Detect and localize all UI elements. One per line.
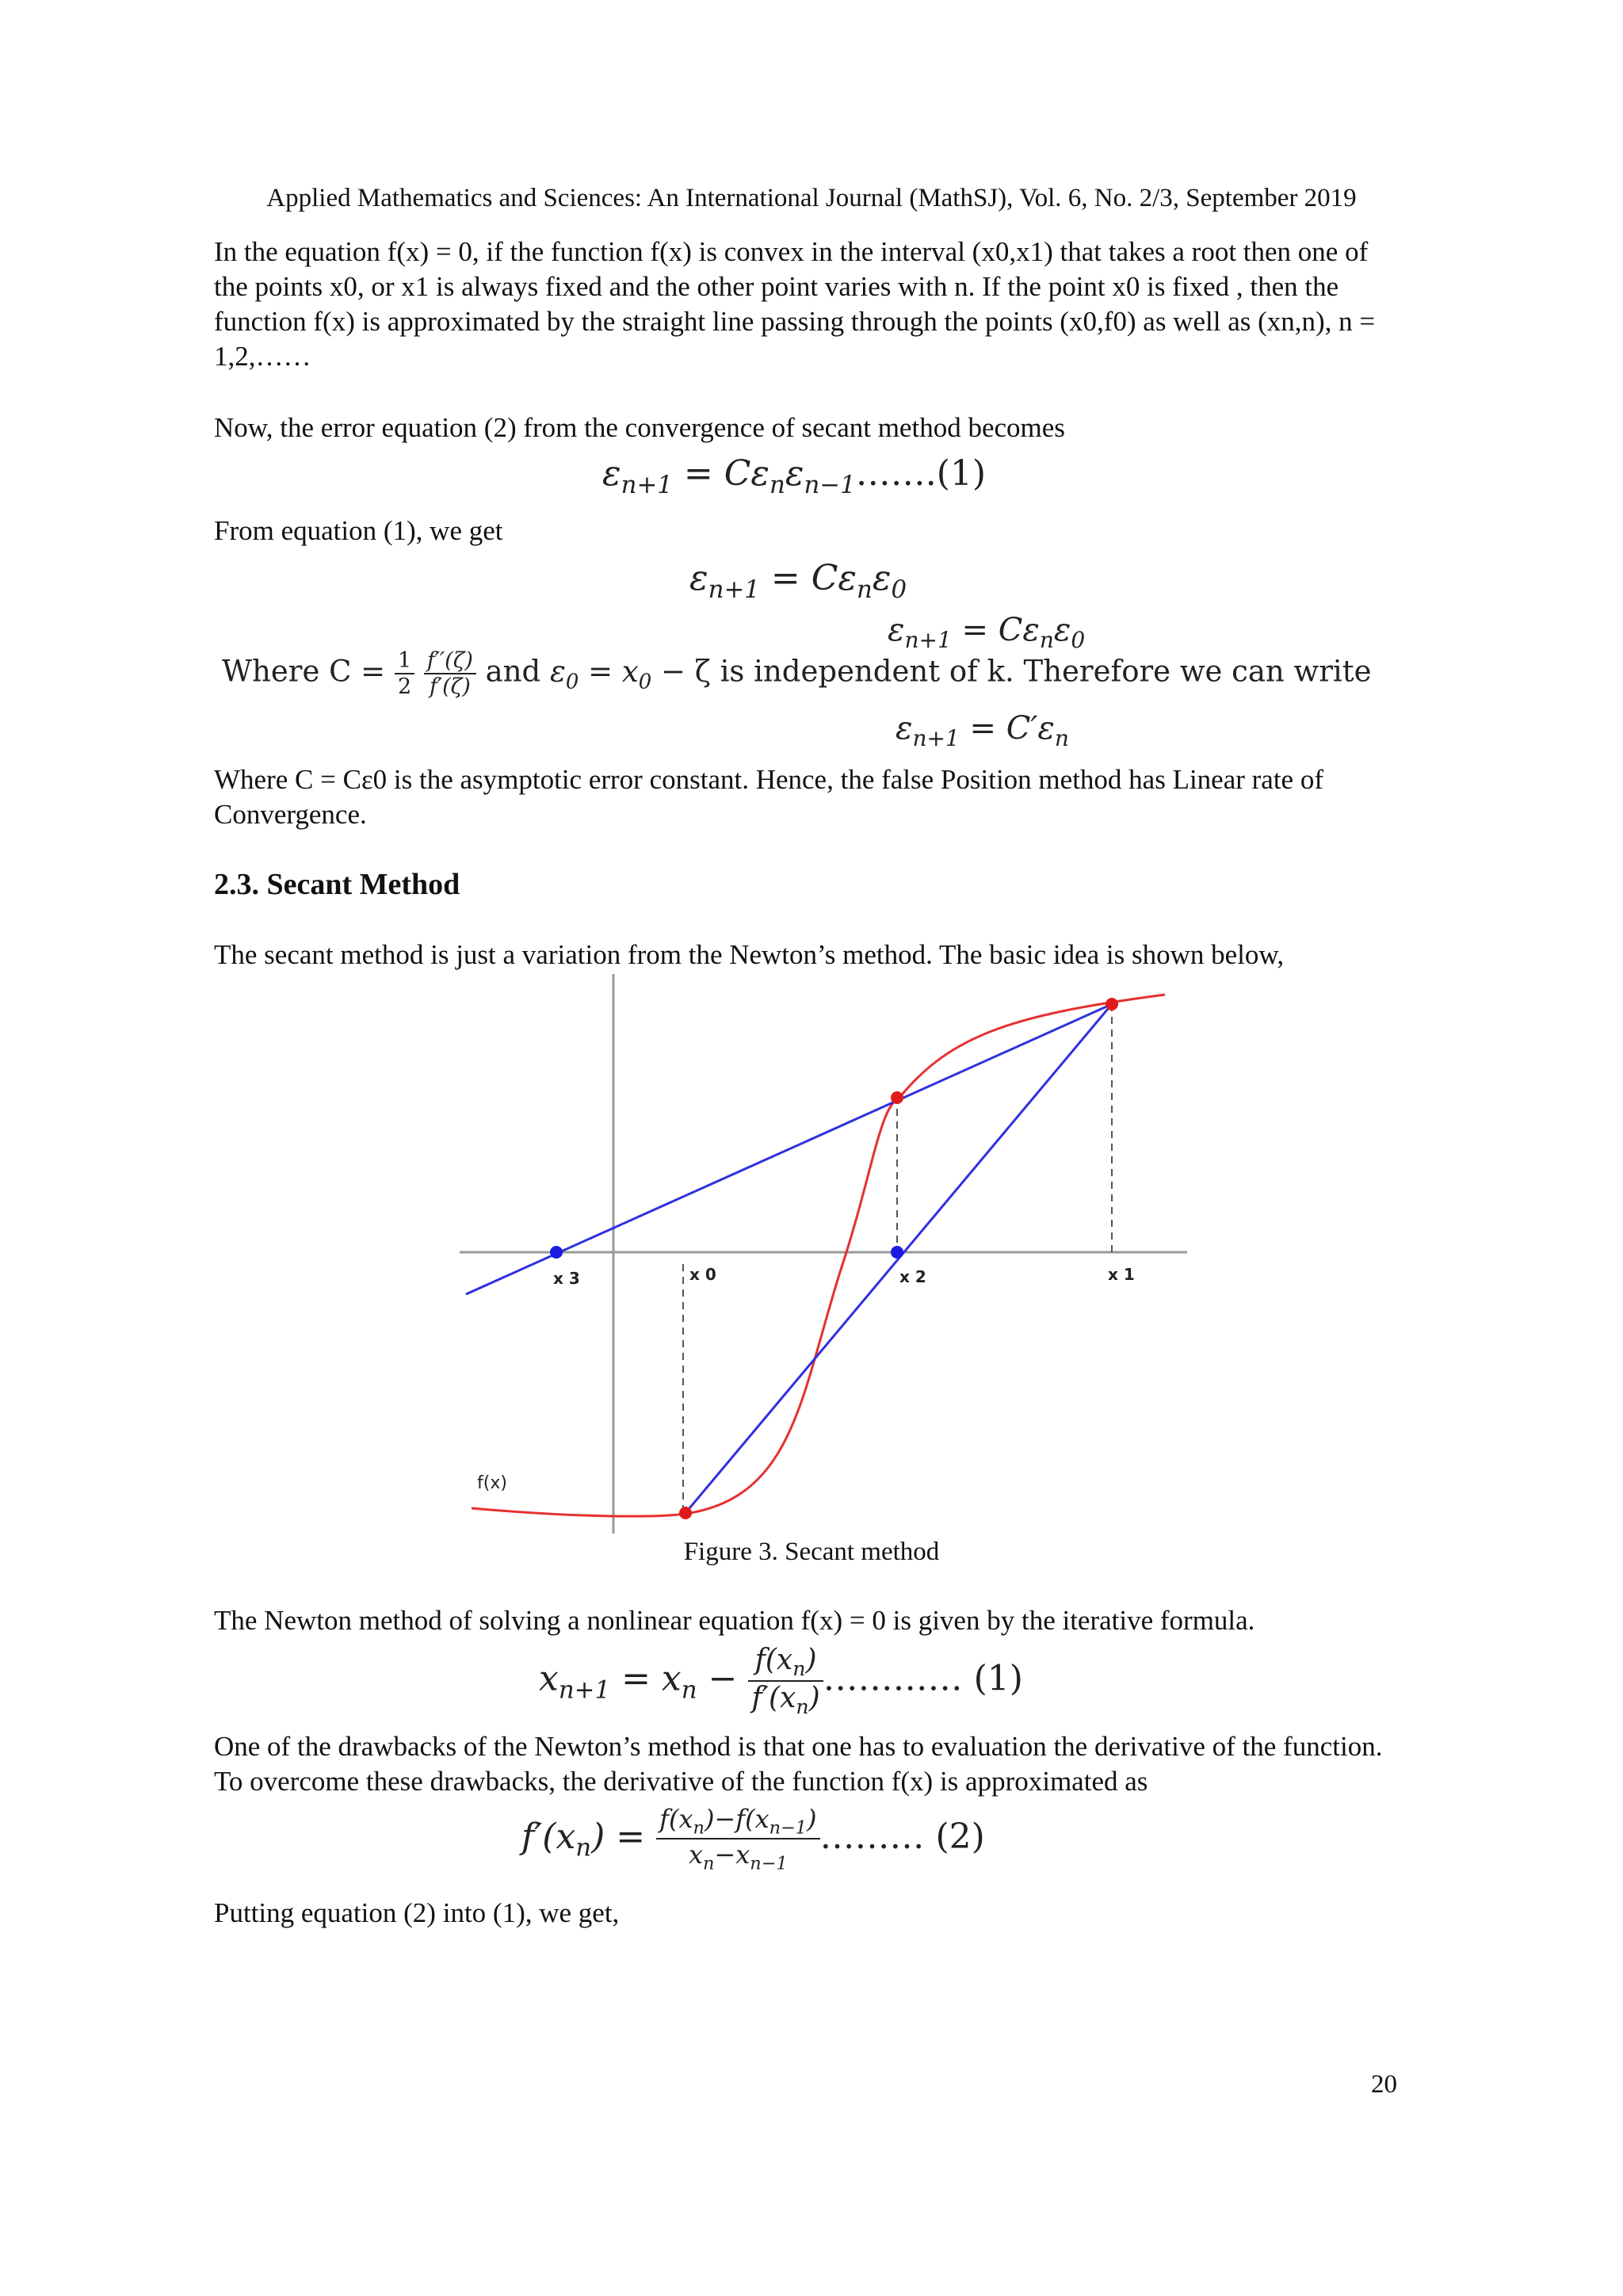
section-title: 2.3. Secant Method	[214, 868, 460, 901]
fraction-derivative: $\frac{f(x_n)-f(x_{n-1})}{x_n-x_{n-1}}$	[656, 1804, 819, 1874]
equation-tag: …….(1)	[855, 453, 987, 494]
point-mid	[891, 1091, 903, 1104]
label-x3: x 3	[553, 1269, 580, 1288]
where-constant-line: Where C = $\frac{1}{2}$ $\frac{f''(\zeta)}{f'(\zeta)}$ and $\varepsilon_0 = x_0 - \zeta$ is independent of k. Therefore we can write	[222, 648, 1372, 699]
label-x1: x 1	[1108, 1265, 1135, 1284]
where-text: Where C =	[222, 654, 386, 689]
label-x2: x 2	[899, 1267, 926, 1286]
point-x3	[550, 1246, 563, 1259]
equation-linear-convergence: $\varepsilon_{n+1} = C'\varepsilon_n$	[896, 710, 1069, 751]
point-x0	[679, 1507, 692, 1519]
label-fx: f(x)	[477, 1473, 507, 1493]
secant-line-x3	[466, 1004, 1112, 1294]
paragraph-convexity: In the equation f(x) = 0, if the function f(x) is convex in the interval (x0,x1) that takes a root then one of the points x0, or x1 is always fixed and the other point varies with n. If the point x0 is fixed , then the function f(x) is approximated by the straight line passing through the points (x0,f0) as well as (xn,n), n = 1,2,……	[214, 236, 1376, 372]
equation-error-fixed-small: $\varepsilon_{n+1} = C\varepsilon_n\varepsilon_0$	[888, 612, 1086, 653]
equation-tag: ………… (1)	[823, 1658, 1023, 1699]
label-x0: x 0	[689, 1265, 716, 1284]
where-rest: is independent of k. Therefore we can write	[720, 654, 1372, 689]
point-x1	[1106, 998, 1118, 1010]
secant-figure	[460, 971, 1189, 1534]
point-x2	[891, 1246, 903, 1259]
figure-caption: Figure 3. Secant method	[683, 1538, 940, 1566]
fraction-half: $\frac{1}{2}$	[395, 648, 414, 699]
fraction-newton: $\frac{f(x_n)}{f'(x_n)}$	[748, 1644, 823, 1718]
equation-error-secant: $\varepsilon_{n+1}$ = $C\varepsilon_n\varepsilon_{n-1}\dots\dots.(1)$	[602, 453, 987, 499]
equation-tag: ……… (2)	[819, 1816, 985, 1857]
journal-header: Applied Mathematics and Sciences: An International Journal (MathSJ), Vol. 6, No. 2/3, September 2019	[266, 184, 1357, 212]
equation-newton: $x_{n+1} = x_n$ − $\frac{f(x_n)}{f'(x_n)}$ ………… (1)	[539, 1644, 1023, 1719]
secant-line-x0-x1	[685, 1004, 1112, 1513]
paragraph-newton-method: The Newton method of solving a nonlinear equation f(x) = 0 is given by the iterative formula.	[214, 1605, 1255, 1636]
equation-derivative-approx: $f'(x_n)$ = $\frac{f(x_n)-f(x_{n-1})}{x_n-x_{n-1}}$ ……… (2)	[521, 1804, 985, 1874]
fraction-derivatives: $\frac{f''(\zeta)}{f'(\zeta)}$	[424, 648, 476, 699]
paragraph-asymptotic: Where C = Cε0 is the asymptotic error constant. Hence, the false Position method has Linear rate of Convergence.	[214, 764, 1323, 830]
equation-error-fixed: $\varepsilon_{n+1} = C\varepsilon_n\varepsilon_0$	[689, 558, 907, 604]
paragraph-putting: Putting equation (2) into (1), we get,	[214, 1897, 620, 1928]
function-curve	[472, 995, 1165, 1516]
paragraph-secant-intro: The secant method is just a variation from the Newton’s method. The basic idea is shown below,	[214, 939, 1285, 970]
paragraph-from-equation: From equation (1), we get	[214, 515, 503, 546]
page-number: 20	[1371, 2070, 1397, 2099]
paragraph-drawbacks: One of the drawbacks of the Newton’s method is that one has to evaluation the derivative of the function. To overcome these drawbacks, the derivative of the function f(x) is approximated as	[214, 1731, 1383, 1797]
where-and: and	[485, 654, 541, 689]
paragraph-error-equation: Now, the error equation (2) from the convergence of secant method becomes	[214, 412, 1065, 443]
